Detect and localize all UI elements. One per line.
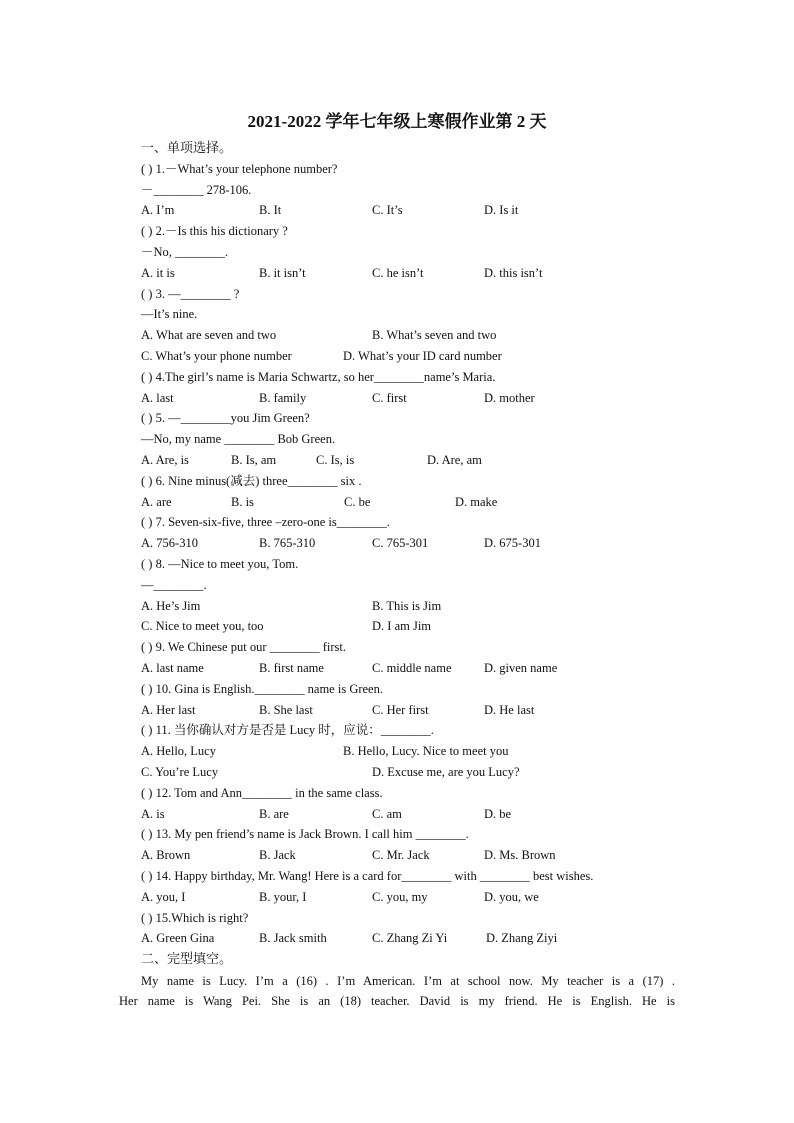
option-b: B. Jack smith [259,931,327,945]
option-b: B. This is Jim [372,599,442,613]
option-c: C. Nice to meet you, too [141,619,264,633]
question-sub: —No, my name ________ Bob Green. [141,432,336,446]
question-stem: ( ) 8. —Nice to meet you, Tom. [141,557,299,571]
question-sub: －No, ________. [141,245,229,259]
cloze-passage [119,971,675,1011]
option-a: A. you, I [141,890,186,904]
option-b: B. Is, am [231,453,277,467]
option-b: B. 765-310 [259,536,316,550]
option-c: C. middle name [372,661,452,675]
option-b: B. are [259,807,289,821]
option-a: A. 756-310 [141,536,198,550]
option-b: B. is [231,495,254,509]
option-b: B. Hello, Lucy. Nice to meet you [343,744,509,758]
option-d: D. this isn’t [484,266,543,280]
option-b: B. your, I [259,890,307,904]
question-stem: ( ) 4.The girl’s name is Maria Schwartz, so her________name’s Maria. [141,370,496,384]
question-stem: ( ) 1.－What’s your telephone number? [141,162,338,176]
option-d: D. He last [484,703,535,717]
page-title: 2021-2022 学年七年级上寒假作业第 2 天 [247,112,547,131]
option-c: C. What’s your phone number [141,349,292,363]
question-stem: ( ) 14. Happy birthday, Mr. Wang! Here is a card for________ with ________ best wishes. [141,869,594,883]
option-a: A. last name [141,661,204,675]
option-b: B. What’s seven and two [372,328,497,342]
option-c: C. am [372,807,402,821]
option-a: A. are [141,495,172,509]
option-d: D. you, we [484,890,539,904]
option-c: C. Mr. Jack [372,848,430,862]
section-heading: 二、完型填空。 [141,951,233,966]
question-sub: —It’s nine. [141,307,198,321]
option-c: C. be [344,495,371,509]
option-c: C. you, my [372,890,428,904]
option-a: A. Her last [141,703,196,717]
question-stem: ( ) 3. —________ ? [141,287,240,301]
option-c: C. first [372,391,407,405]
question-stem: ( ) 7. Seven-six-five, three –zero-one is________. [141,515,390,529]
option-b: B. it isn’t [259,266,306,280]
section-heading: 一、单项选择。 [141,140,233,155]
option-d: D. given name [484,661,558,675]
option-c: C. You’re Lucy [141,765,219,779]
option-a: A. He’s Jim [141,599,201,613]
option-d: D. Ms. Brown [484,848,556,862]
option-b: B. Jack [259,848,296,862]
option-d: D. mother [484,391,535,405]
question-stem: ( ) 11. 当你确认对方是否是 Lucy 时，应说：________. [141,723,434,737]
option-c: C. Zhang Zi Yi [372,931,448,945]
cloze-line: My name is Lucy. I’m a (16) . I’m American. I’m at school now. My teacher is a (17) . [141,974,675,988]
option-a: A. I’m [141,203,175,217]
option-c: C. Her first [372,703,429,717]
option-a: A. Green Gina [141,931,215,945]
option-a: A. is [141,807,165,821]
option-a: A. Brown [141,848,191,862]
question-stem: ( ) 5. —________you Jim Green? [141,411,310,425]
option-d: D. be [484,807,512,821]
question-stem: ( ) 12. Tom and Ann________ in the same class. [141,786,383,800]
option-a: A. Hello, Lucy [141,744,216,758]
option-d: D. Are, am [427,453,482,467]
option-c: C. Is, is [316,453,355,467]
option-c: C. 765-301 [372,536,429,550]
option-d: D. What’s your ID card number [343,349,502,363]
option-c: C. It’s [372,203,403,217]
question-sub: －________ 278-106. [141,183,252,197]
option-a: A. last [141,391,174,405]
question-stem: ( ) 2.－Is this his dictionary ? [141,224,288,238]
question-stem: ( ) 9. We Chinese put our ________ first. [141,640,346,654]
option-d: D. I am Jim [372,619,432,633]
cloze-line: Her name is Wang Pei. She is an (18) teacher. David is my friend. He is English. He is [119,994,675,1008]
question-stem: ( ) 13. My pen friend’s name is Jack Brown. I call him ________. [141,827,469,841]
option-b: B. She last [259,703,313,717]
option-b: B. first name [259,661,324,675]
question-stem: ( ) 15.Which is right? [141,911,249,925]
option-b: B. family [259,391,307,405]
option-a: A. it is [141,266,175,280]
option-d: D. Zhang Ziyi [486,931,558,945]
option-d: D. Is it [484,203,519,217]
option-a: A. Are, is [141,453,189,467]
question-stem: ( ) 10. Gina is English.________ name is Green. [141,682,383,696]
option-d: D. Excuse me, are you Lucy? [372,765,520,779]
question-sub: —________. [141,578,207,592]
option-d: D. make [455,495,498,509]
option-a: A. What are seven and two [141,328,277,342]
option-d: D. 675-301 [484,536,541,550]
question-stem: ( ) 6. Nine minus(减去) three________ six . [141,474,362,488]
option-c: C. he isn’t [372,266,424,280]
option-b: B. It [259,203,282,217]
